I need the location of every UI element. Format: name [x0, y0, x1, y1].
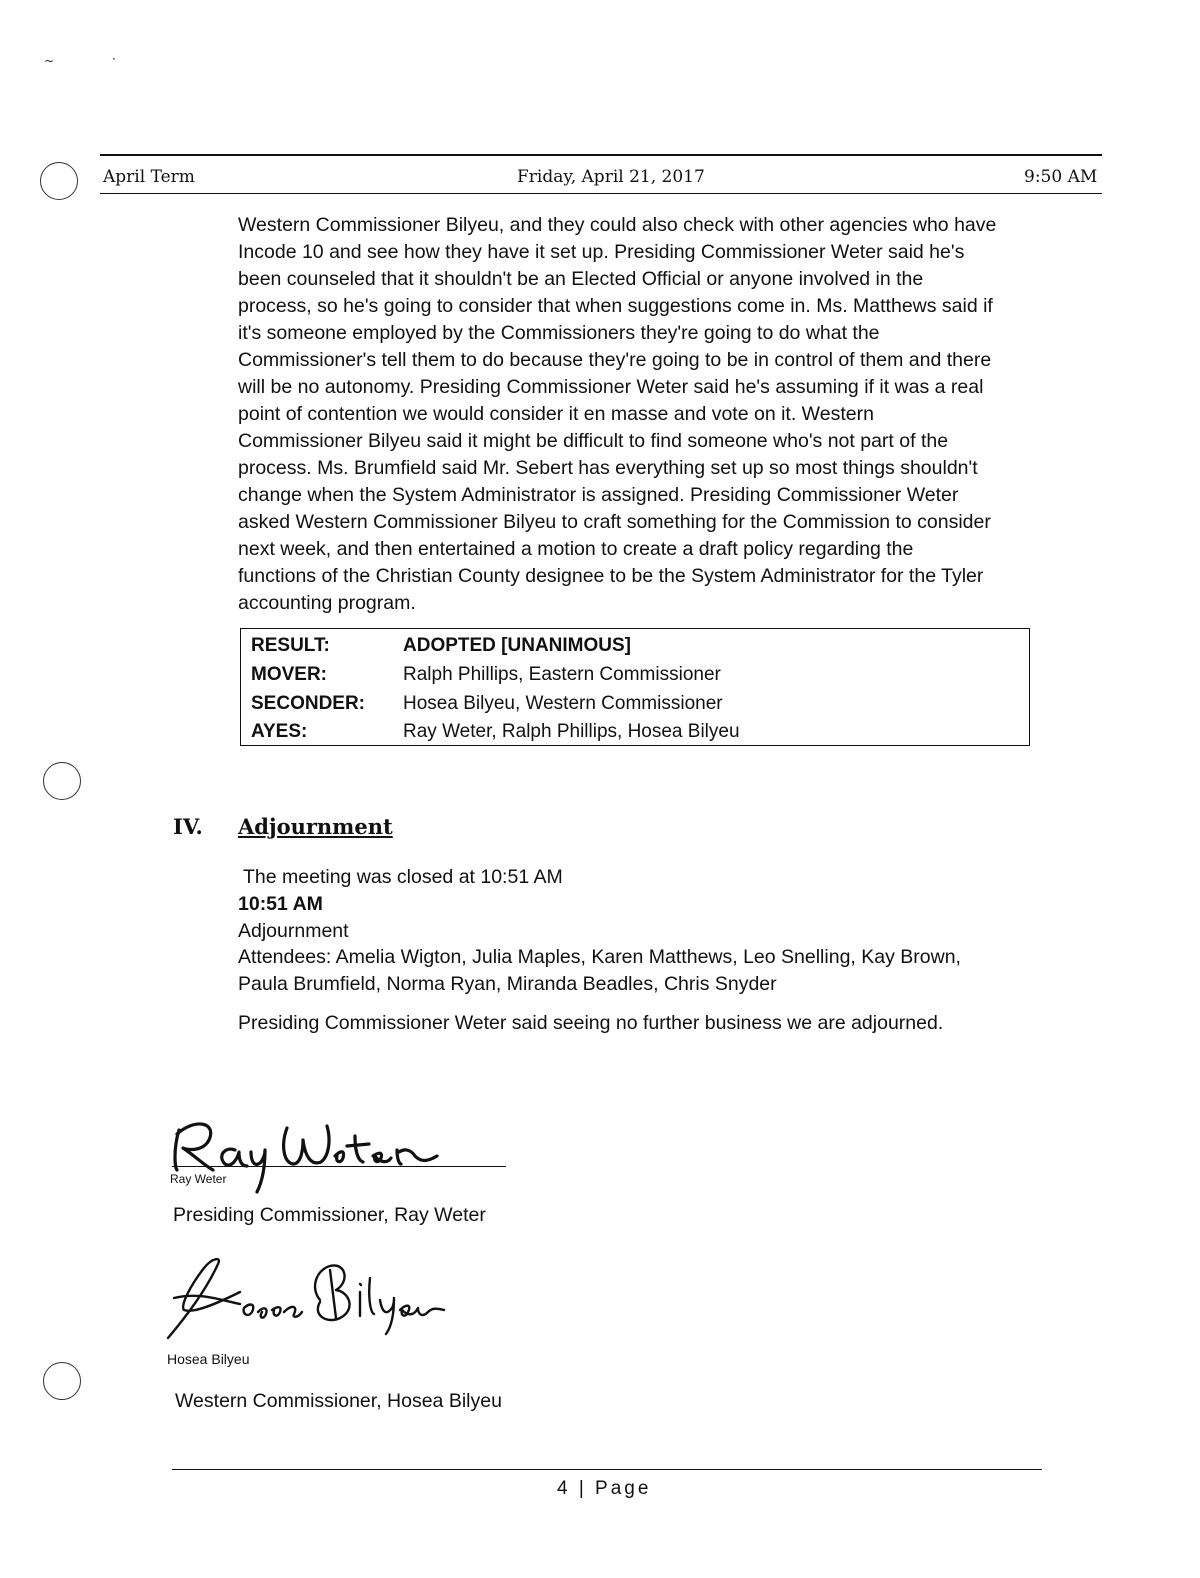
- signer-name-small: Ray Weter: [170, 1172, 227, 1186]
- header-time: 9:50 AM: [1024, 167, 1098, 187]
- closing-statement: Presiding Commissioner Weter said seeing no further business we are adjourned.: [238, 1012, 944, 1034]
- punch-hole: [40, 162, 78, 200]
- attendees-line: Paula Brumfield, Norma Ryan, Miranda Beadles, Chris Snyder: [238, 973, 777, 995]
- footer-rule: [172, 1469, 1042, 1470]
- vote-label: RESULT:: [251, 635, 330, 656]
- header-rule: [100, 154, 1102, 156]
- signer-title: Western Commissioner, Hosea Bilyeu: [175, 1390, 502, 1412]
- vote-value: Ray Weter, Ralph Phillips, Hosea Bilyeu: [403, 721, 740, 742]
- meeting-closed-text: The meeting was closed at 10:51 AM: [243, 866, 563, 888]
- adjournment-item: Adjournment: [238, 920, 349, 942]
- punch-hole: [43, 1362, 81, 1400]
- scan-speck: ~: [44, 54, 55, 68]
- adjournment-time: 10:51 AM: [238, 893, 323, 915]
- vote-label: MOVER:: [251, 664, 327, 685]
- hosea-bilyeu-signature: [160, 1252, 460, 1347]
- punch-hole: [43, 762, 81, 800]
- attendees-line: Attendees: Amelia Wigton, Julia Maples, Karen Matthews, Leo Snelling, Kay Brown,: [238, 946, 961, 968]
- scan-speck: ·: [112, 52, 116, 66]
- vote-results-table: [240, 628, 1030, 746]
- vote-value: ADOPTED [UNANIMOUS]: [403, 635, 631, 656]
- vote-value: Hosea Bilyeu, Western Commissioner: [403, 693, 723, 714]
- header-rule: [100, 193, 1102, 194]
- minutes-paragraph: Western Commissioner Bilyeu, and they could also check with other agencies who have Incode 10 and see how they have it set up. Presiding Commissioner Weter said he's been counseled that it shouldn't be an Elected Official or anyone involved in the process, so he's going to consider that when suggestions come in. Ms. Matthews said if it's someone employed by the Commissioners they're going to do what the Commissioner's tell them to do because they're going to be in control of them and there will be no autonomy. Presiding Commissioner Weter said he's assuming if it was a real point of contention we would consider it en masse and vote on it. Western Commissioner Bilyeu said it might be difficult to find someone who's not part of the process. Ms. Brumfield said Mr. Sebert has everything set up so most things shouldn't change when the System Administrator is assigned. Presiding Commissioner Weter asked Western Commissioner Bilyeu to craft something for the Commission to consider next week, and then entertained a motion to create a draft policy regarding the functions of the Christian County designee to be the System Administrator for the Tyler accounting program.: [238, 214, 997, 614]
- vote-value: Ralph Phillips, Eastern Commissioner: [403, 664, 721, 685]
- signer-title: Presiding Commissioner, Ray Weter: [173, 1204, 486, 1226]
- header-date: Friday, April 21, 2017: [517, 167, 705, 187]
- header-term: April Term: [103, 167, 195, 187]
- section-title: Adjournment: [238, 814, 393, 839]
- vote-label: AYES:: [251, 721, 308, 742]
- vote-label: SECONDER:: [251, 693, 366, 714]
- signature-line: [172, 1166, 506, 1167]
- section-number: IV.: [173, 814, 203, 839]
- signer-name-small: Hosea Bilyeu: [167, 1351, 250, 1367]
- page-number: 4 | Page: [557, 1478, 652, 1499]
